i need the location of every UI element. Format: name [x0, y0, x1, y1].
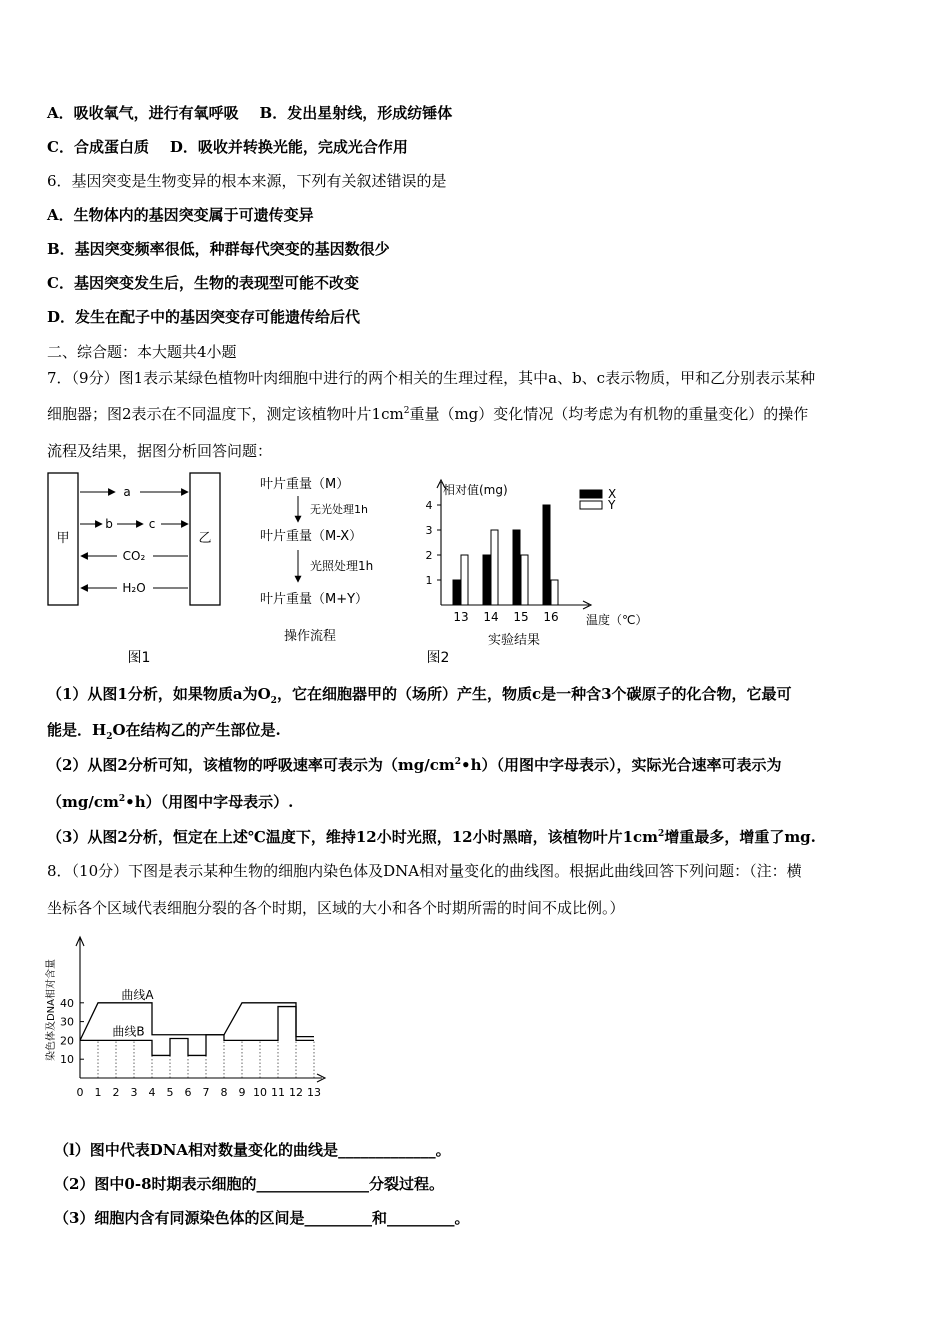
figure-2-bar-chart [418, 470, 663, 670]
q5-option-a: A．吸收氧气，进行有氧呼吸 [47, 104, 239, 122]
substance-b-label: b [105, 517, 113, 531]
x-tick-label: 10 [253, 1086, 267, 1099]
x-tick-label: 0 [76, 1086, 84, 1099]
y-tick-label: 1 [425, 574, 433, 587]
q7-part2-line1: （2）从图2分析可知，该植物的呼吸速率可表示为$(mg/cm^2•h)$（用图中字母表示），实际光合速率可表示为 [47, 756, 782, 774]
q8-stem-line2: 坐标各个区域代表细胞分裂的各个时期，区域的大小和各个时期所需的时间不成比例。） [47, 899, 625, 917]
q8-part3: （3）细胞内含有同源染色体的区间是_________和_________。 [54, 1209, 470, 1227]
bar-X-16 [543, 505, 550, 605]
figure-1-caption: 图1 [127, 650, 151, 666]
q7-part1-line1: （1）从图1分析，如果物质a为$O_2$，它在细胞器甲的（场所）产生，物质c是一种含3个碳原子的化合物，它最可 [47, 685, 792, 706]
x-tick-label: 12 [289, 1086, 303, 1099]
y-tick-label: 40 [60, 996, 74, 1010]
x-tick-label: 11 [271, 1086, 285, 1099]
bar-Y-14 [491, 530, 498, 605]
bar-Y-15 [521, 555, 528, 605]
section-heading: 二、综合题：本大题共4小题 [47, 343, 237, 361]
q7-part1-line2: 能是．$H_2O$在结构乙的产生部位是. [47, 721, 281, 742]
legend-label-Y: Y [608, 498, 616, 512]
answer-blank-4[interactable]: _________ [386, 1209, 455, 1227]
y-tick-label: 4 [425, 499, 433, 512]
x-tick-label: 9 [238, 1086, 246, 1099]
q5-options-row1 [47, 102, 452, 123]
x-tick-label: 5 [166, 1086, 174, 1099]
y-axis-label: 染色体及DNA相对含量 [46, 958, 57, 1062]
q5-option-b: B．发出星射线，形成纺锤体 [259, 104, 453, 122]
y-tick-label: 10 [60, 1053, 74, 1067]
q7-stem-line3: 流程及结果，据图分析回答问题： [47, 442, 273, 460]
flow-weight-2: 叶片重量（M-X） [260, 529, 363, 544]
bar-Y-13 [461, 555, 468, 605]
x-tick-label: 13 [307, 1086, 321, 1099]
organelle-jia-label: 甲 [56, 531, 70, 546]
bar-X-15 [513, 530, 520, 605]
co2-label: CO₂ [122, 549, 146, 563]
x-tick-label: 8 [220, 1086, 228, 1099]
legend-swatch-X [580, 490, 602, 498]
substance-c-label: c [148, 517, 156, 531]
q7-part2-line2: $(mg/cm^2•h)$（用图中字母表示）. [47, 793, 294, 811]
q5-option-d: D．吸收并转换光能，完成光合作用 [169, 138, 408, 156]
x-tick-label: 6 [184, 1086, 192, 1099]
flow-caption: 操作流程 [283, 629, 337, 644]
q5-option-c: C．合成蛋白质 [47, 138, 149, 156]
answer-blank-1[interactable]: _____________ [338, 1141, 436, 1159]
h2o-label: H₂O [122, 581, 146, 595]
x-tick-label: 14 [483, 610, 499, 624]
q6-option-c: C．基因突变发生后，生物的表现型可能不改变 [47, 274, 359, 292]
x-tick-label: 3 [130, 1086, 138, 1099]
x-tick-label: 16 [543, 610, 559, 624]
x-axis-label: 温度（℃） [586, 613, 648, 627]
q8-part1: （l）图中代表DNA相对数量变化的曲线是_____________。 [54, 1141, 451, 1159]
flow-weight-1: 叶片重量（M） [260, 477, 350, 492]
bar-X-13 [453, 580, 460, 605]
y-tick-label: 30 [60, 1015, 74, 1029]
answer-blank-2[interactable]: _______________ [256, 1175, 370, 1193]
flow-step-dark: 无光处理1h [310, 503, 368, 516]
figure-2-caption: 图2 [426, 650, 450, 666]
y-tick-label: 3 [425, 524, 433, 537]
legend-swatch-Y [580, 501, 602, 509]
q7-part3: （3）从图2分析，恒定在上述℃温度下，维持12小时光照，12小时黑暗，该植物叶片$1cm^2$增重最多，增重了mg. [47, 828, 816, 846]
q7-stem-line1: 7．（9分）图1表示某绿色植物叶肉细胞中进行的两个相关的生理过程，其中a、b、c表示物质，甲和乙分别表示某种 [47, 369, 816, 387]
y-axis-label: 相对值(mg) [443, 483, 508, 497]
q8-line-chart [42, 930, 372, 1105]
q6-option-a: A．生物体内的基因突变属于可遗传变异 [47, 206, 314, 224]
x-tick-label: 4 [148, 1086, 156, 1099]
q6-option-d: D．发生在配子中的基因突变存可能遗传给后代 [47, 308, 361, 326]
substance-a-label: a [123, 485, 131, 499]
bar-X-14 [483, 555, 490, 605]
q6-stem: 6．基因突变是生物变异的根本来源，下列有关叙述错误的是 [47, 172, 447, 190]
figure-1-diagram [45, 470, 230, 670]
x-tick-label: 7 [202, 1086, 210, 1099]
y-tick-label: 2 [425, 549, 433, 562]
bar-Y-16 [551, 580, 558, 605]
legend-label-X: X [608, 487, 617, 501]
curve-b-label: 曲线B [112, 1024, 145, 1039]
q5-options-row2 [47, 136, 408, 157]
q6-option-b: B．基因突变频率很低，种群每代突变的基因数很少 [47, 240, 390, 258]
x-tick-label: 2 [112, 1086, 120, 1099]
x-tick-label: 1 [94, 1086, 102, 1099]
q7-stem-line2: 细胞器；图2表示在不同温度下，测定该植物叶片$1cm^2$重量（mg）变化情况（均考虑为有机物的重量变化）的操作 [47, 405, 809, 423]
q8-stem-line1: 8．（10分）下图是表示某种生物的细胞内染色体及DNA相对量变化的曲线图。根据此曲线回答下列问题：（注：横 [47, 862, 802, 880]
x-tick-label: 15 [513, 610, 529, 624]
operation-flow [252, 470, 412, 650]
organelle-yi-label: 乙 [198, 531, 212, 546]
y-tick-label: 20 [60, 1034, 74, 1048]
answer-blank-3[interactable]: _________ [304, 1209, 372, 1227]
x-tick-label: 13 [453, 610, 469, 624]
q8-part2: （2）图中0-8时期表示细胞的_______________分裂过程。 [54, 1175, 445, 1193]
flow-weight-3: 叶片重量（M+Y） [260, 592, 369, 607]
flow-step-light: 光照处理1h [310, 559, 374, 573]
curve-a-label: 曲线A [121, 987, 154, 1002]
chart-title: 实验结果 [487, 633, 541, 648]
